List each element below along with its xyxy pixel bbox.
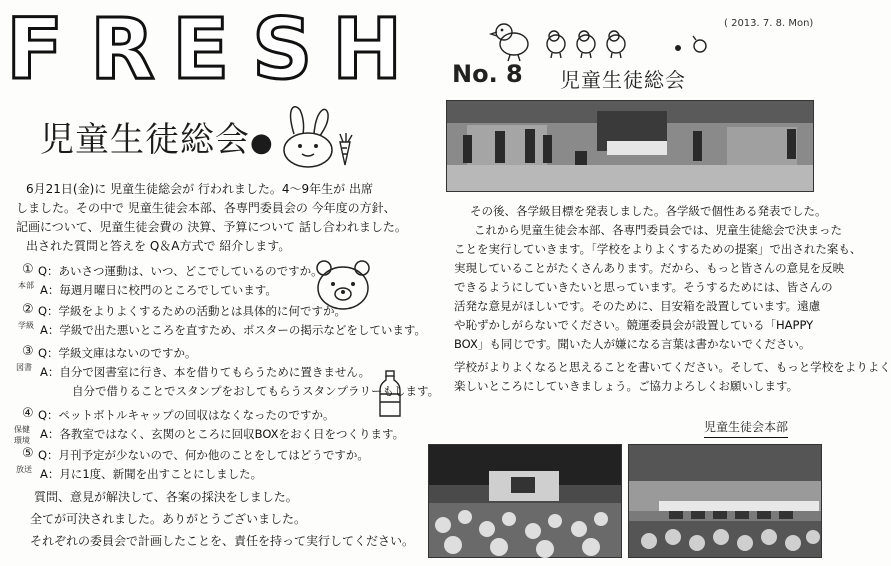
qa-question-5: Q：月刊予定が少ないので、何か他のことをしてはどうですか。 bbox=[38, 448, 369, 462]
lead-line-2: しました。その中で 児童生徒会本部、各専門委員会の 今年度の方針、 bbox=[16, 201, 396, 215]
stage-table-photo bbox=[628, 444, 822, 558]
logo-letter-e: E bbox=[172, 0, 230, 98]
qa-number-4: ④ bbox=[22, 406, 34, 421]
qa-question-4: Q：ペットボトルキャップの回収はなくなったのですか。 bbox=[38, 408, 335, 422]
logo-letter-r: R bbox=[90, 0, 155, 98]
qa-answer-2: A：学級で出た悪いところを直すため、ポスターの掲示などをしています。 bbox=[40, 323, 426, 337]
qa-answer-3: A：自分で図書室に行き、本を借りてもらうために置きません。 bbox=[40, 365, 371, 379]
body-line-2: これから児童生徒会本部、各専門委員会では、児童生徒総会で決まった bbox=[474, 223, 842, 237]
article-title-text: 児童生徒総会 bbox=[40, 120, 250, 160]
qa-tag-2: 学級 bbox=[18, 321, 34, 330]
closing-line-1: 質問、意見が解決して、各案の採決をしました。 bbox=[34, 490, 298, 504]
carrot-doodle-icon bbox=[334, 132, 356, 168]
qa-number-3: ③ bbox=[22, 344, 34, 359]
chick-doodles-icon bbox=[488, 14, 718, 62]
lead-line-4: 出された質問と答えを Q＆A方式で 紹介します。 bbox=[26, 239, 291, 253]
body-line-4: 実現していることがたくさんあります。だから、もっと皆さんの意見を反映 bbox=[454, 261, 845, 275]
qa-question-2: Q：学級をよりよくするための活動とは具体的に何ですか。 bbox=[38, 304, 347, 318]
qa-answer-1: A：毎週月曜日に校門のところでしています。 bbox=[40, 283, 277, 297]
qa-tag-4: 保健環境 bbox=[14, 425, 30, 445]
qa-answer-4: A：各教室ではなく、玄関のところに回収BOXをおく日をつくります。 bbox=[40, 427, 405, 441]
issue-number: No. 8 bbox=[452, 60, 523, 88]
body-line-5: できるようにしていきたいと思っています。そうするためには、皆さんの bbox=[454, 280, 833, 294]
qa-answer-5: A：月に1度、新聞を出すことにしました。 bbox=[40, 467, 263, 481]
qa-tag-1: 本部 bbox=[18, 281, 34, 290]
issue-title: 児童生徒総会 bbox=[560, 68, 686, 92]
issue-date: ( 2013. 7. 8. Mon) bbox=[724, 18, 814, 29]
qa-question-1: Q：あいさつ運動は、いつ、どこでしているのですか。 bbox=[38, 264, 323, 278]
title-dot: ● bbox=[250, 128, 274, 158]
qa-number-5: ⑤ bbox=[22, 446, 34, 461]
assembly-stage-photo bbox=[446, 100, 814, 192]
body-line-9: 学校がよりよくなると思えることを書いてください。そして、もっと学校をよりよく bbox=[454, 360, 891, 374]
signature: 児童生徒会本部 bbox=[704, 418, 788, 438]
audience-photo bbox=[428, 444, 622, 558]
body-line-1: その後、各学級目標を発表しました。各学級で個性ある発表でした。 bbox=[470, 204, 827, 218]
qa-tag-3: 図書 bbox=[16, 363, 32, 372]
logo-letter-h: H bbox=[332, 0, 403, 98]
body-line-3: ことを実行していきます。「学校をよりよくするための提案」で出された案も、 bbox=[454, 242, 862, 256]
closing-line-2: 全てが可決されました。ありがとうございました。 bbox=[30, 512, 307, 526]
body-line-10: 楽しいところにしていきましょう。ご協力よろしくお願いします。 bbox=[454, 379, 799, 393]
logo-letter-s: S bbox=[252, 0, 313, 98]
closing-line-3: それぞれの委員会で計画したことを、責任を持って実行してください。 bbox=[30, 534, 415, 548]
body-line-7: や恥ずかしがらないでください。競運委員会が設置している「HAPPY bbox=[454, 318, 814, 332]
qa-tag-5: 放送 bbox=[16, 465, 32, 474]
article-title bbox=[40, 112, 274, 161]
qa-number-1: ① bbox=[22, 262, 34, 277]
masthead-logo bbox=[6, 0, 426, 98]
qa-answer-3-cont: 自分で借りることでスタンプをおしてもらうスタンプラリーもします。 bbox=[72, 384, 440, 398]
qa-number-2: ② bbox=[22, 302, 34, 317]
lead-line-3: 記画について、児童生徒会費の 決算、予算について 話し合われました。 bbox=[16, 220, 407, 234]
lead-line-1: 6月21日(金)に 児童生徒総会が 行われました。4～9年生が 出席 bbox=[26, 182, 373, 196]
logo-letter-f: F bbox=[6, 0, 64, 98]
qa-question-3: Q：学級文庫はないのですか。 bbox=[38, 346, 197, 360]
body-line-8: BOX」も同じです。聞いた人が嫌になる言葉は書かないでください。 bbox=[454, 337, 811, 351]
body-line-6: 活発な意見がほしいです。そのために、目安箱を設置しています。遠慮 bbox=[454, 299, 821, 313]
